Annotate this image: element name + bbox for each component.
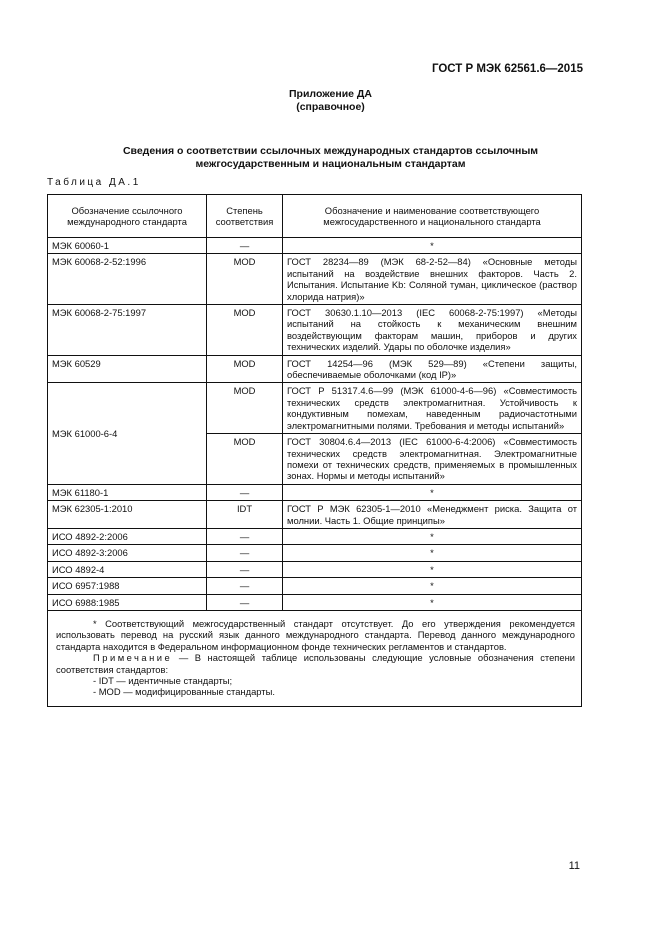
cell-national-standard: ГОСТ 30804.6.4—2013 (IEC 61000-6-4:2006) «Совместимость технических средств электромагнитная. Электромагнитные помехи от технических средств, применяемых в промышленных зонах. Нормы и методы испытаний»: [283, 434, 582, 485]
table-footnote-row: [48, 610, 582, 706]
table-row: [48, 501, 582, 529]
table-row: [48, 528, 582, 544]
table-row: [48, 578, 582, 594]
note-text: — В настоящей таблице использованы следующие условные обозначения степени соответствия стандартов:: [56, 652, 576, 675]
cell-degree: —: [207, 561, 283, 577]
cell-degree: —: [207, 528, 283, 544]
table-row: [48, 383, 582, 434]
cell-degree: MOD: [207, 383, 283, 434]
note-item-idt: - IDT — идентичные стандарты;: [93, 675, 233, 686]
appendix-subtitle: (справочное): [296, 101, 365, 113]
cell-intl-standard: ИСО 4892-4: [48, 561, 207, 577]
cell-national-standard: *: [283, 528, 582, 544]
cell-national-standard: *: [283, 578, 582, 594]
cell-degree: MOD: [207, 254, 283, 305]
cell-degree: —: [207, 594, 283, 610]
cell-degree: —: [207, 238, 283, 254]
cell-intl-standard: МЭК 61000-6-4: [48, 383, 207, 484]
section-heading: [60, 145, 601, 171]
cell-degree: IDT: [207, 501, 283, 529]
cell-intl-standard: ИСО 4892-2:2006: [48, 528, 207, 544]
note-item-mod: - MOD — модифицированные стандарты.: [93, 686, 275, 698]
section-heading-line2: межгосударственным и национальным стандартам: [195, 158, 466, 170]
cell-degree: —: [207, 545, 283, 561]
table-note: [56, 652, 575, 675]
cell-national-standard: *: [283, 238, 582, 254]
cell-intl-standard: ИСО 6957:1988: [48, 578, 207, 594]
cell-degree: —: [207, 484, 283, 500]
cell-intl-standard: МЭК 60068-2-52:1996: [48, 254, 207, 305]
table-row: [48, 355, 582, 383]
header-degree: Степень соответствия: [207, 195, 283, 238]
section-heading-line1: Сведения о соответствии ссылочных международных стандартов ссылочным: [122, 145, 539, 157]
cell-national-standard: ГОСТ 30630.1.10—2013 (IEC 60068-2-75:1997) «Методы испытаний на стойкость к механическим внешним воздействующим факторам машин, приборов и других технических изделий. Удары по оболочке изделия»: [283, 305, 582, 356]
table-row: [48, 594, 582, 610]
header-national-standard: Обозначение и наименование соответствующего межгосударственного и национального стандарта: [283, 195, 582, 238]
cell-intl-standard: ИСО 6988:1985: [48, 594, 207, 610]
cell-intl-standard: ИСО 4892-3:2006: [48, 545, 207, 561]
table-row: [48, 484, 582, 500]
cell-intl-standard: МЭК 61180-1: [48, 484, 207, 500]
cell-national-standard: *: [283, 484, 582, 500]
table-row: [48, 561, 582, 577]
page-number: 11: [568, 860, 580, 872]
cell-national-standard: ГОСТ 28234—89 (МЭК 68-2-52—84) «Основные методы испытаний на воздействие внешних факторов. Часть 2. Испытания. Испытание Kb: Соляной туман, циклическое (раствор хлорида натрия)»: [283, 254, 582, 305]
cell-national-standard: ГОСТ Р 51317.4.6—99 (МЭК 61000-4-6—96) «Совместимость технических средств электромагнитная. Устойчивость к кондуктивным помехам, наведенным радиочастотными электромагнитными полями. Требования и методы испытаний»: [283, 383, 582, 434]
cell-national-standard: *: [283, 545, 582, 561]
table-row: [48, 545, 582, 561]
table-caption: Таблица ДА.1: [47, 177, 141, 188]
cell-degree: —: [207, 578, 283, 594]
footnote-star: * Соответствующий межгосударственный стандарт отсутствует. До его утверждения рекомендуется использовать перевод на русский язык данного международного стандарта. Перевод данного международного стандарта находится в Федеральном информационном фонде технических регламентов и стандартов.: [56, 617, 575, 652]
table-row: [48, 305, 582, 356]
cell-intl-standard: МЭК 62305-1:2010: [48, 501, 207, 529]
cell-national-standard: *: [283, 594, 582, 610]
table-row: [48, 254, 582, 305]
correspondence-table: [47, 194, 582, 707]
appendix-title: Приложение ДА: [289, 88, 372, 100]
note-label: Примечание: [93, 652, 173, 664]
document-id: ГОСТ Р МЭК 62561.6—2015: [431, 63, 583, 75]
header-intl-standard: Обозначение ссылочного международного стандарта: [48, 195, 207, 238]
cell-national-standard: ГОСТ Р МЭК 62305-1—2010 «Менеджмент риска. Защита от молнии. Часть 1. Общие принципы»: [283, 501, 582, 529]
cell-national-standard: ГОСТ 14254—96 (МЭК 529—89) «Степени защиты, обеспечиваемые оболочками (код IP)»: [283, 355, 582, 383]
cell-degree: MOD: [207, 305, 283, 356]
table-header-row: [48, 195, 582, 238]
cell-national-standard: *: [283, 561, 582, 577]
cell-intl-standard: МЭК 60529: [48, 355, 207, 383]
table-footnote: [48, 610, 582, 706]
appendix-heading: [0, 88, 661, 114]
table-row: [48, 238, 582, 254]
cell-intl-standard: МЭК 60068-2-75:1997: [48, 305, 207, 356]
cell-intl-standard: МЭК 60060-1: [48, 238, 207, 254]
cell-degree: MOD: [207, 434, 283, 485]
cell-degree: MOD: [207, 355, 283, 383]
